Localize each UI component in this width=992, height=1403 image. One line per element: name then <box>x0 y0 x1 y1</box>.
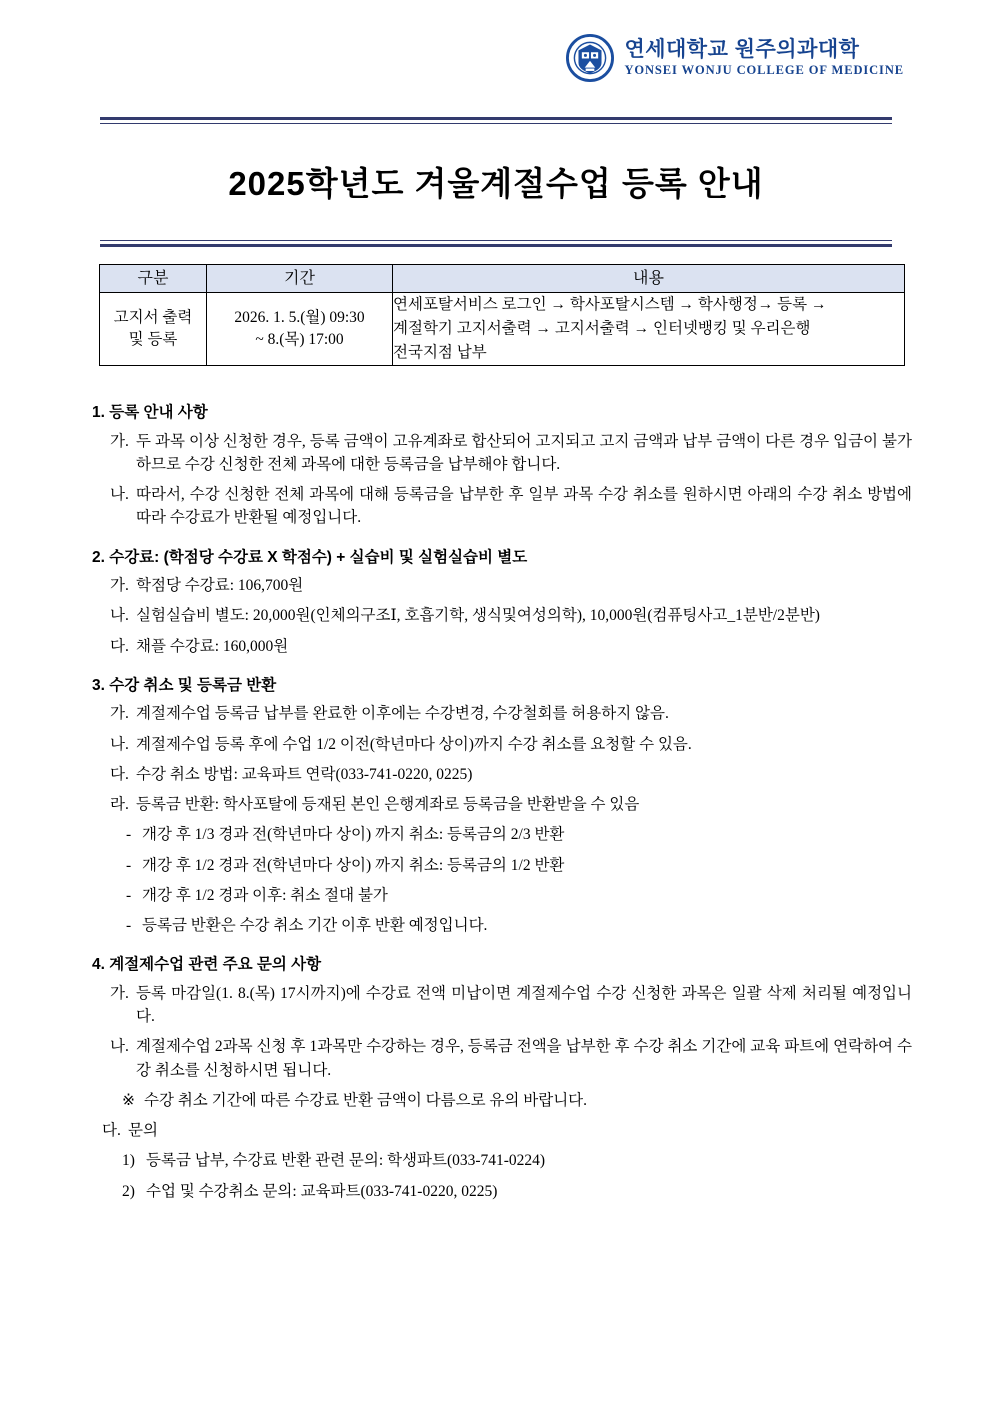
cell-content <box>393 293 905 366</box>
section-item <box>92 793 912 816</box>
item-text: 따라서, 수강 신청한 전체 과목에 대해 등록금을 납부한 후 일부 과목 수강 취소를 원하시면 아래의 수강 취소 방법에 따라 수강료가 반환될 예정입니다. <box>136 486 912 527</box>
item-text: 계절제수업 등록 후에 수업 1/2 이전(학년마다 상이)까지 수강 취소를 요청할 수 있음. <box>136 735 692 753</box>
title-block <box>100 117 892 247</box>
section-item <box>92 884 912 907</box>
section-item <box>92 1149 912 1172</box>
table-row <box>100 293 905 366</box>
section-item <box>92 635 912 658</box>
item-text: 개강 후 1/2 경과 이후: 취소 절대 불가 <box>142 886 388 904</box>
item-text: 등록금 반환: 학사포탈에 등재된 본인 은행계좌로 등록금을 반환받을 수 있음 <box>136 796 640 813</box>
column-header-period: 기간 <box>207 265 393 293</box>
item-text: 개강 후 1/3 경과 전(학년마다 상이) 까지 취소: 등록금의 2/3 반환 <box>142 826 565 844</box>
item-text: 등록 마감일(1. 8.(목) 17시까지)에 수강료 전액 미납이면 계절제수업 수강 신청한 과목은 일괄 삭제 처리될 예정입니다. <box>136 984 912 1025</box>
institution-logo <box>566 34 904 82</box>
logo-korean-name: 연세대학교 원주의과대학 <box>624 38 860 62</box>
notice-sections <box>92 405 912 1203</box>
column-header-category: 구분 <box>100 265 207 293</box>
category-line-2: 및 등록 <box>128 331 178 349</box>
notice-section <box>92 678 912 938</box>
section-item <box>92 914 912 937</box>
section-item <box>92 483 912 530</box>
section-item <box>92 604 912 627</box>
section-item <box>92 982 912 1029</box>
section-item <box>92 430 912 477</box>
cell-period <box>207 293 393 366</box>
section-item <box>92 733 912 756</box>
item-marker: 2) <box>122 1182 135 1200</box>
item-text: 수업 및 수강취소 문의: 교육파트(033-741-0220, 0225) <box>146 1182 498 1200</box>
section-item <box>92 574 912 597</box>
item-text: 채플 수강료: 160,000원 <box>136 637 289 655</box>
item-marker: - <box>126 917 132 934</box>
item-marker: 1) <box>122 1152 135 1170</box>
item-marker: 라. <box>110 796 129 813</box>
item-marker: - <box>126 886 132 904</box>
item-marker: 가. <box>110 705 129 723</box>
section-item <box>92 763 912 786</box>
section-item <box>92 1089 912 1112</box>
item-marker: 나. <box>110 607 129 625</box>
column-header-content: 내용 <box>393 265 905 293</box>
item-marker: 가. <box>110 984 129 1002</box>
period-line-1: 2026. 1. 5.(월) 09:30 <box>234 308 365 326</box>
section-heading: 1. 등록 안내 사항 <box>92 404 208 421</box>
section-heading: 3. 수강 취소 및 등록금 반환 <box>92 676 277 694</box>
content-line-1: 연세포탈서비스 로그인 → 학사포탈시스템 → 학사행정→ 등록 → <box>393 296 827 313</box>
item-text: 등록금 납부, 수강료 반환 관련 문의: 학생파트(033-741-0224) <box>146 1152 546 1170</box>
cell-category <box>100 293 207 366</box>
item-text: 실험실습비 별도: 20,000원(인체의구조Ⅰ, 호흡기학, 생식및여성의학), 10,000원(컴퓨팅사고_1분반/2분반) <box>136 607 820 625</box>
item-marker: 나. <box>110 735 129 753</box>
title-rule-top <box>100 117 892 124</box>
notice-section <box>92 957 912 1203</box>
table-header-row <box>100 265 905 293</box>
item-marker: 다. <box>102 1122 121 1139</box>
logo-wordmark <box>624 39 904 77</box>
item-marker: 다. <box>110 765 129 783</box>
section-item <box>92 854 912 877</box>
item-text: 수강 취소 기간에 따른 수강료 반환 금액이 다름으로 유의 바랍니다. <box>144 1091 588 1109</box>
item-marker: 가. <box>110 432 129 450</box>
item-text: 계절제수업 등록금 납부를 완료한 이후에는 수강변경, 수강철회를 허용하지 않음. <box>136 705 669 723</box>
period-line-2: ~ 8.(목) 17:00 <box>255 331 344 349</box>
item-marker: ※ <box>122 1091 135 1109</box>
section-item <box>92 1035 912 1082</box>
content-line-3: 전국지점 납부 <box>393 344 487 362</box>
item-text: 수강 취소 방법: 교육파트 연락(033-741-0220, 0225) <box>136 765 473 783</box>
notice-section <box>92 405 912 530</box>
item-marker: - <box>126 856 132 874</box>
section-item <box>92 823 912 846</box>
title-rule-bottom <box>100 240 892 247</box>
item-text: 문의 <box>128 1122 158 1139</box>
item-marker: 나. <box>110 486 129 503</box>
item-text: 개강 후 1/2 경과 전(학년마다 상이) 까지 취소: 등록금의 1/2 반환 <box>142 856 565 874</box>
item-text: 학점당 수강료: 106,700원 <box>136 577 304 594</box>
item-text: 계절제수업 2과목 신청 후 1과목만 수강하는 경우, 등록금 전액을 납부한 후 수강 취소 기간에 교육 파트에 연락하여 수강 취소를 신청하시면 됩니다. <box>136 1038 912 1079</box>
item-text: 등록금 반환은 수강 취소 기간 이후 반환 예정입니다. <box>142 917 488 934</box>
yonsei-university-seal-icon <box>566 34 614 82</box>
section-item <box>92 1180 912 1203</box>
item-marker: 다. <box>110 637 129 655</box>
section-item <box>92 1119 912 1142</box>
page-title: 2025학년도 겨울계절수업 등록 안내 <box>228 165 764 203</box>
content-line-2: 계절학기 고지서출력 → 고지서출력 → 인터넷뱅킹 및 우리은행 <box>393 320 811 338</box>
logo-english-name: YONSEI WONJU COLLEGE OF MEDICINE <box>624 63 904 78</box>
section-item <box>92 702 912 725</box>
item-marker: 나. <box>110 1038 129 1056</box>
item-marker: - <box>126 826 132 844</box>
notice-section <box>92 550 912 658</box>
section-heading: 2. 수강료: (학점당 수강료 X 학점수) + 실습비 및 실험실습비 별도 <box>92 548 528 566</box>
item-text: 두 과목 이상 신청한 경우, 등록 금액이 고유계좌로 합산되어 고지되고 고지 금액과 납부 금액이 다른 경우 입금이 불가하므로 수강 신청한 전체 과목에 대한 등록금을 납부해야 합니다. <box>136 432 912 473</box>
section-heading: 4. 계절제수업 관련 주요 문의 사항 <box>92 956 322 974</box>
item-marker: 가. <box>110 577 129 594</box>
category-line-1: 고지서 출력 <box>113 308 193 326</box>
schedule-table <box>99 264 905 366</box>
